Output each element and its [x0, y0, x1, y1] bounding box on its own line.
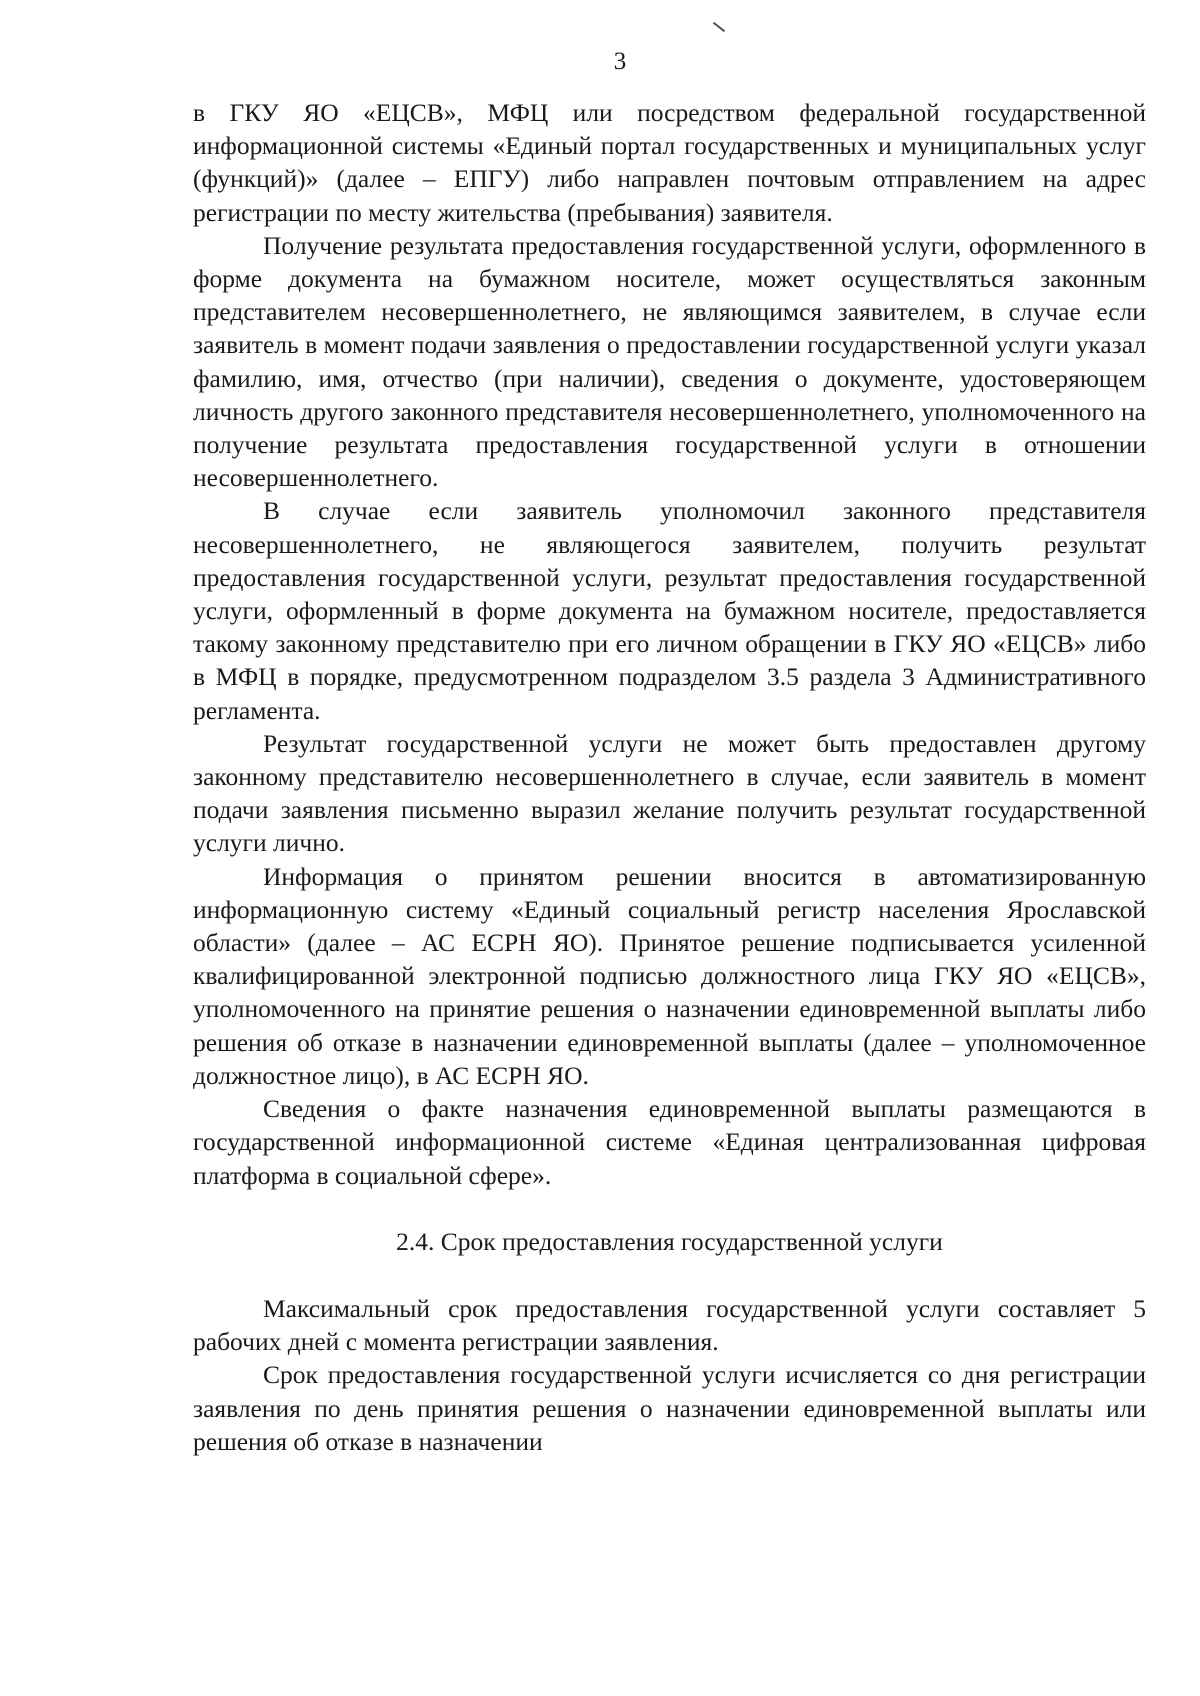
- section-heading: 2.4. Срок предоставления государственной услуги: [396, 1226, 943, 1256]
- paragraph-payment-records: Сведения о факте назначения единовременной выплаты размещаются в государственной информационной системе «Единая централизованная цифровая платформа в социальной сфере».: [193, 1094, 1146, 1190]
- paragraph-decision-info: Информация о принятом решении вносится в автоматизированную информационную систему «Единый социальный регистр населения Ярославской области» (далее – АС ЕСРН ЯО). Принятое решение подписывается усиленной квалифицированной электронной подписью должностного лица ГКУ ЯО «ЕЦСВ», уполномоченного на принятие решения о назначении единовременной выплаты либо решения об отказе в назначении единовременной выплаты (далее – уполномоченное должностное лицо), в АС ЕСРН ЯО.: [193, 861, 1146, 1090]
- paragraph-result-receipt: Получение результата предоставления государственной услуги, оформленного в форме документа на бумажном носителе, может осуществляться законным представителем несовершеннолетнего, не являющимся заявителем, в случае если заявитель в момент подачи заявления о предоставлении государственной услуги указал фамилию, имя, отчество (при наличии), сведения о документе, удостоверяющем личность другого законного представителя несовершеннолетнего, уполномоченного на получение результата предоставления государственной услуги в отношении несовершеннолетнего.: [193, 230, 1146, 493]
- paragraph-term-calculation: Срок предоставления государственной услуги исчисляется со дня регистрации заявления по день принятия решения о назначении единовременной выплаты или решения об отказе в назначении: [193, 1360, 1146, 1456]
- paragraph-authorized-representative: В случае если заявитель уполномочил законного представителя несовершеннолетнего, не являющегося заявителем, получить результат предоставления государственной услуги, результат предоставления государственной услуги, оформленный в форме документа на бумажном носителе, предоставляется такому законному представителю при его личном обращении в ГКУ ЯО «ЕЦСВ» либо в МФЦ в порядке, предусмотренном подразделом 3.5 раздела 3 Административного регламента.: [193, 496, 1146, 725]
- paragraph-continuation: в ГКУ ЯО «ЕЦСВ», МФЦ или посредством федеральной государственной информационной системы «Единый портал государственных и муниципальных услуг (функций)» (далее – ЕПГУ) либо направлен почтовым отправлением на адрес регистрации по месту жительства (пребывания) заявителя.: [193, 98, 1146, 227]
- paragraph-max-term: Максимальный срок предоставления государственной услуги составляет 5 рабочих дней с момента регистрации заявления.: [193, 1293, 1146, 1357]
- document-body: [193, 96, 1146, 1458]
- scan-artifact: [713, 22, 725, 32]
- paragraph-result-personal: Результат государственной услуги не может быть предоставлен другому законному представителю несовершеннолетнего в случае, если заявитель в момент подачи заявления письменно выразил желание получить результат государственной услуги лично.: [193, 728, 1146, 858]
- page-number: 3: [613, 48, 627, 75]
